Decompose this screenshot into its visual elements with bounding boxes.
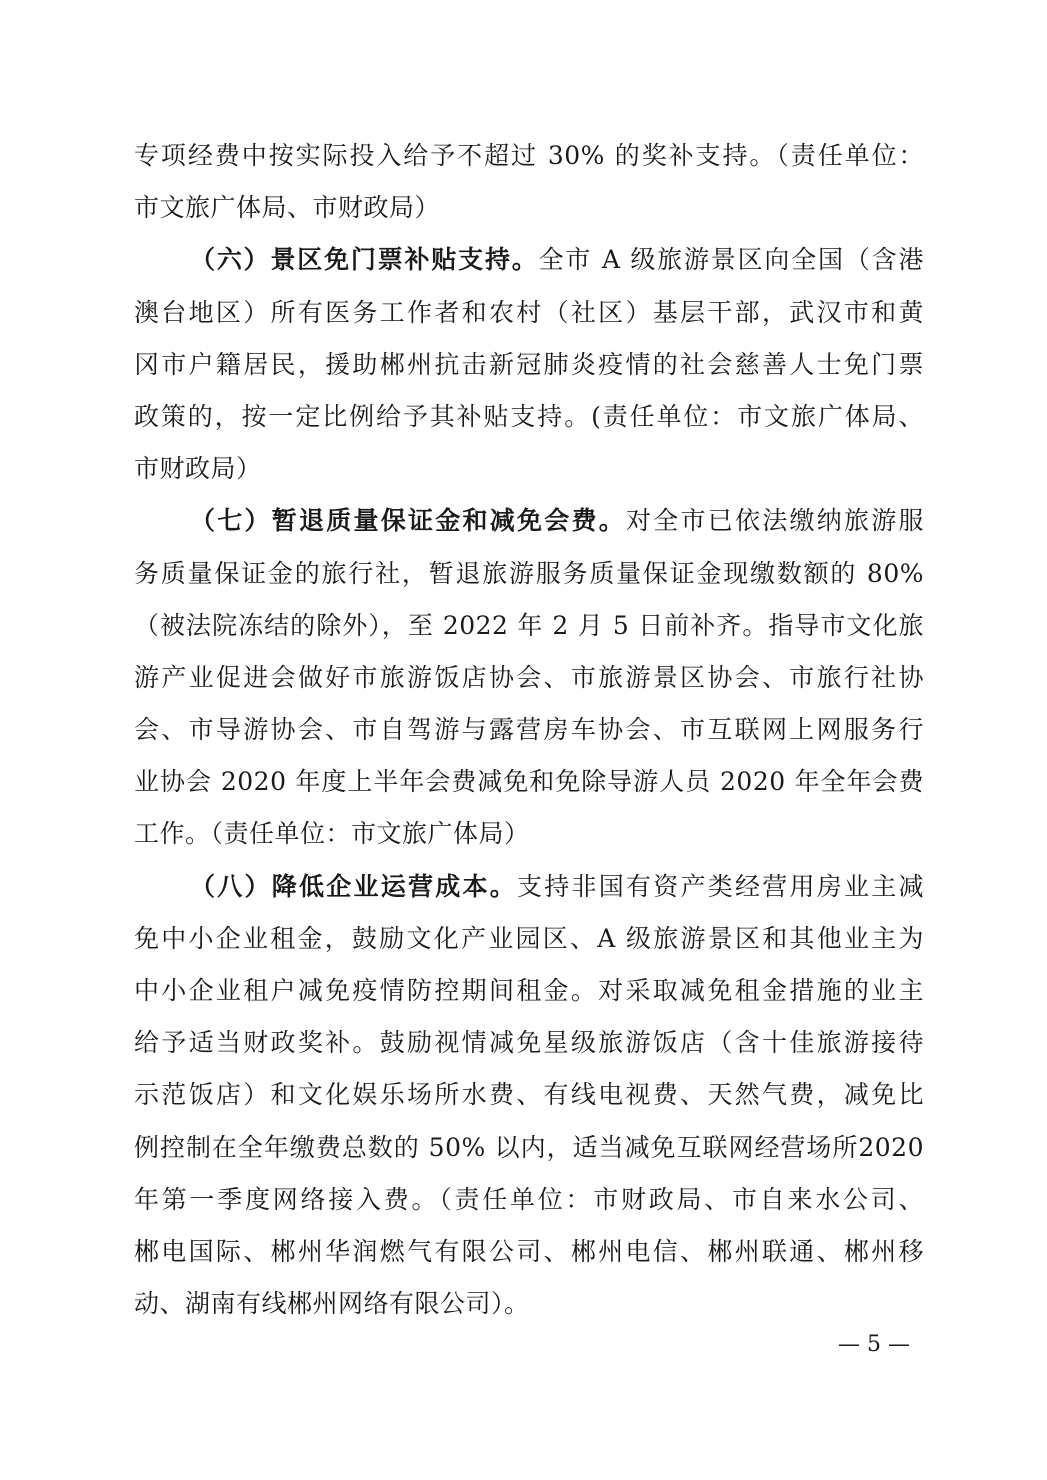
- text-line: 郴电国际、郴州华润燃气有限公司、郴州电信、郴州联通、郴州移: [134, 1236, 924, 1266]
- text-span: 全市 A 级旅游景区向全国（含港: [538, 245, 924, 275]
- section-heading: （六）景区免门票补贴支持。: [190, 245, 539, 275]
- text-line: 示范饭店）和文化娱乐场所水费、有线电视费、天然气费，减免比: [134, 1080, 924, 1110]
- paragraph-section-7: [134, 495, 924, 860]
- text-line: （被法院冻结的除外），至 2022 年 2 月 5 日前补齐。指导市文化旅: [134, 610, 924, 640]
- text-line: 工作。（责任单位：市文旅广体局）: [134, 819, 530, 849]
- text-line: 例控制在全年缴费总数的 50% 以内，适当减免互联网经营场所2020: [134, 1132, 924, 1162]
- text-line: 市财政局）: [134, 454, 262, 484]
- text-span: 支持非国有资产类经营用房业主减: [517, 871, 924, 901]
- text-line: 市文旅广体局、市财政局）: [134, 193, 441, 223]
- text-line: [134, 234, 924, 286]
- text-line: 专项经费中按实际投入给予不超过 30% 的奖补支持。（责任单位：: [134, 141, 924, 170]
- text-line: [134, 495, 924, 547]
- text-line: 给予适当财政奖补。鼓励视情减免星级旅游饭店（含十佳旅游接待: [134, 1028, 924, 1058]
- page-number: — 5 —: [838, 1332, 910, 1357]
- document-body: [134, 130, 924, 1330]
- text-line: 游产业促进会做好市旅游饭店协会、市旅游景区协会、市旅行社协: [134, 662, 924, 692]
- text-line: 免中小企业租金，鼓励文化产业园区、A 级旅游景区和其他业主为: [134, 923, 924, 953]
- text-line: 政策的，按一定比例给予其补贴支持。(责任单位：市文旅广体局、: [134, 401, 924, 431]
- text-span: 对全市已依法缴纳旅游服: [625, 506, 924, 536]
- paragraph-section-8: [134, 861, 924, 1331]
- text-line: [134, 861, 924, 913]
- text-line: 中小企业租户减免疫情防控期间租金。对采取减免租金措施的业主: [134, 976, 924, 1005]
- paragraph-continuation: [134, 130, 924, 234]
- text-line: 会、市导游协会、市自驾游与露营房车协会、市互联网上网服务行: [134, 715, 924, 745]
- section-heading: （七）暂退质量保证金和减免会费。: [190, 506, 626, 536]
- text-line: 澳台地区）所有医务工作者和农村（社区）基层干部，武汉市和黄: [134, 297, 924, 327]
- text-line: 业协会 2020 年度上半年会费减免和免除导游人员 2020 年全年会费: [134, 767, 924, 797]
- paragraph-section-6: [134, 234, 924, 495]
- text-line: 年第一季度网络接入费。（责任单位：市财政局、市自来水公司、: [134, 1184, 924, 1214]
- text-line: 动、湖南有线郴州网络有限公司）。: [134, 1289, 530, 1319]
- text-line: 务质量保证金的旅行社，暂退旅游服务质量保证金现缴数额的 80%: [134, 558, 924, 588]
- section-heading: （八）降低企业运营成本。: [190, 871, 517, 901]
- text-line: 冈市户籍居民，援助郴州抗击新冠肺炎疫情的社会慈善人士免门票: [134, 349, 924, 379]
